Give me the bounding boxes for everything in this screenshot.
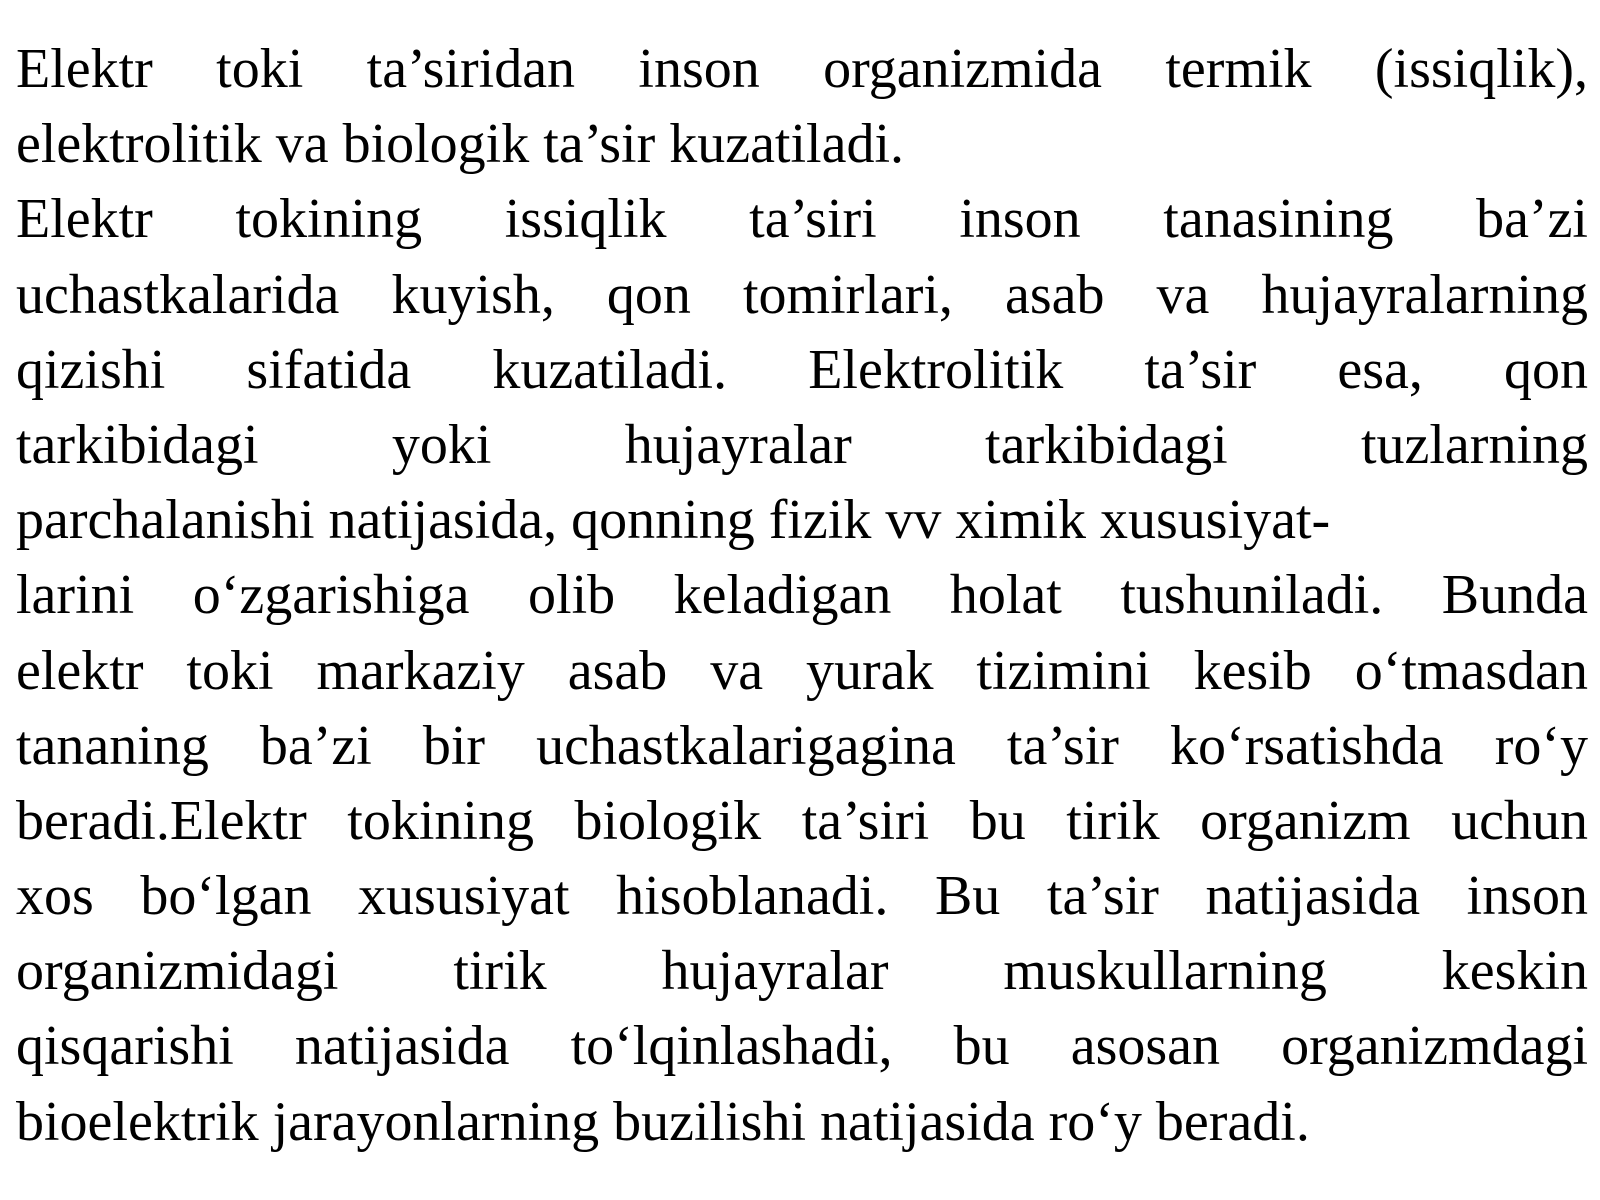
text-line: bioelektrik jarayonlarning buzilishi natijasida ro‘y beradi. [16,1090,1310,1153]
text-line: elektrolitik va biologik ta’sir kuzatiladi. [16,113,905,176]
text-line: xos bo‘lgan xususiyat hisoblanadi. Bu ta’sir natijasida inson [16,865,1588,928]
text-line: larini o‘zgarishiga olib keladigan holat tushuniladi. Bunda [16,564,1588,627]
text-line: Elektr tokining issiqlik ta’siri inson tanasining ba’zi [16,188,1588,251]
document-body [16,32,1588,1160]
text-line: uchastkalarida kuyish, qon tomirlari, asab va hujayralarning [16,263,1588,326]
text-line: tarkibidagi yoki hujayralar tarkibidagi tuzlarning [16,413,1588,476]
text-line: organizmidagi tirik hujayralar muskullarning keskin [16,940,1588,1003]
text-line: Elektr toki ta’siridan inson organizmida termik (issiqlik), [16,38,1588,100]
text-line: beradi.Elektr tokining biologik ta’siri bu tirik organizm uchun [16,789,1588,852]
text-line: qizishi sifatida kuzatiladi. Elektrolitik ta’sir esa, qon [16,338,1588,401]
text-line: tananing ba’zi bir uchastkalarigagina ta’sir ko‘rsatishda ro‘y [16,714,1588,777]
paragraph-1 [16,32,1588,182]
paragraph-2 [16,182,1588,1159]
text-line: elektr toki markaziy asab va yurak tizimini kesib o‘tmasdan [16,639,1588,702]
text-line: parchalanishi natijasida, qonning fizik vv ximik xususiyat- [16,489,1331,552]
text-line: qisqarishi natijasida to‘lqinlashadi, bu asosan organizmdagi [16,1015,1588,1078]
